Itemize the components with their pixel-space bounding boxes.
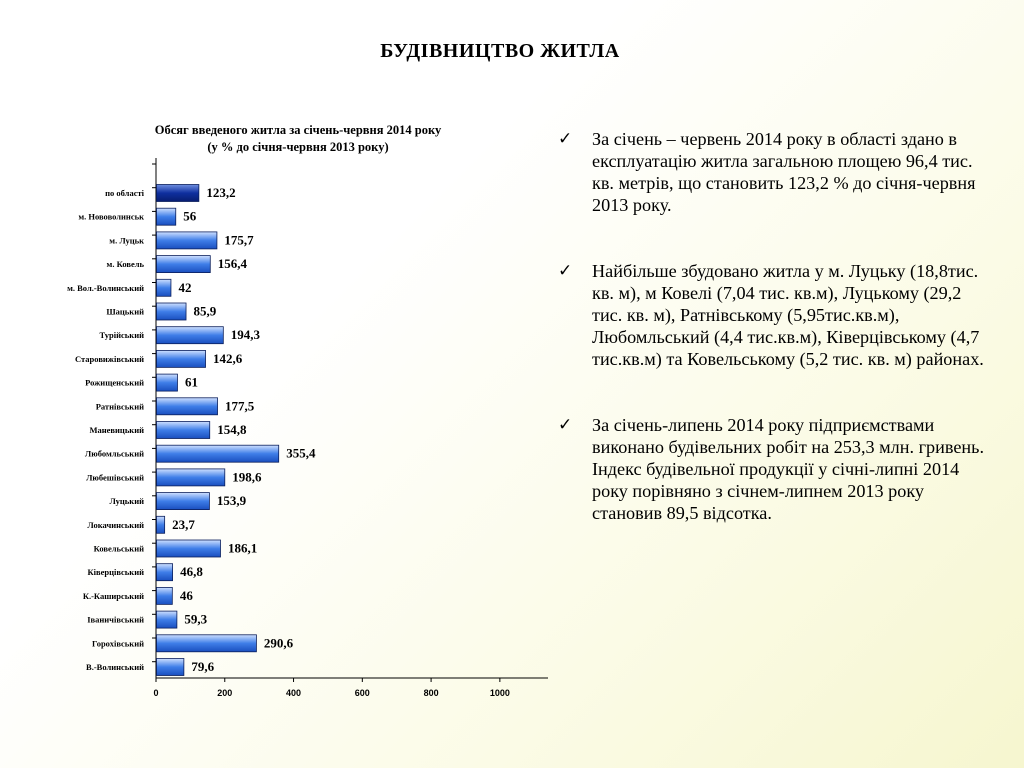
value-label: 194,3 bbox=[230, 327, 261, 343]
category-label: Рожищенський bbox=[85, 377, 144, 388]
category-label: Локачинський bbox=[87, 519, 144, 530]
bar bbox=[157, 185, 199, 202]
category-label: м. Нововолинськ bbox=[78, 211, 144, 222]
bullet-item bbox=[556, 414, 996, 524]
bar bbox=[157, 422, 210, 439]
value-label: 23,7 bbox=[172, 516, 195, 532]
x-tick-label: 200 bbox=[217, 688, 233, 698]
category-label: Любешівський bbox=[86, 472, 144, 483]
category-label: Любомльський bbox=[84, 448, 144, 459]
bullet-text: Найбільше збудовано житла у м. Луцьку (18,8тис. кв. м), м Ковелі (7,04 тис. кв.м), Луцькому (29,2 тис. кв. м), Ратнівському (5,95тис.кв.м), Любомльський (4,4 тис.кв.м), Ківерцівському (4,7 тис.кв.м) та Ковельському (5,2 тис. кв. м) районах. bbox=[592, 261, 984, 369]
chart-title: Обсяг введеного житла за січень-червня 2014 року bbox=[154, 123, 442, 137]
bar bbox=[157, 208, 176, 225]
value-label: 175,7 bbox=[224, 232, 254, 248]
category-label: Луцький bbox=[109, 496, 144, 507]
value-label: 42 bbox=[178, 279, 192, 295]
bar bbox=[157, 279, 171, 296]
value-label: 154,8 bbox=[217, 422, 247, 437]
bar bbox=[157, 398, 218, 415]
value-label: 156,4 bbox=[217, 256, 248, 272]
bar bbox=[157, 256, 211, 273]
bar bbox=[157, 564, 173, 581]
bullet-text: За січень-липень 2014 року підприємствами виконано будівельних робіт на 253,3 млн. гривень. Індекс будівельної продукції у січні-липні 2014 року порівняно з січнем-липнем 2013 року становив 89,5 відсотка. bbox=[592, 415, 984, 523]
category-label: Ратнівський bbox=[95, 401, 144, 412]
bar bbox=[157, 516, 165, 533]
x-tick-label: 0 bbox=[153, 688, 159, 698]
bar bbox=[157, 587, 173, 604]
bar bbox=[157, 659, 184, 676]
bar bbox=[157, 540, 221, 557]
category-label: Маневицький bbox=[89, 425, 144, 435]
value-label: 123,2 bbox=[206, 185, 236, 200]
value-label: 198,6 bbox=[232, 469, 262, 485]
category-label: м. Луцьк bbox=[109, 235, 144, 246]
checkmark-icon: ✓ bbox=[558, 261, 573, 281]
value-label: 355,4 bbox=[286, 445, 316, 461]
bar bbox=[157, 232, 217, 249]
category-label: Іваничівський bbox=[87, 614, 144, 625]
x-tick-label: 800 bbox=[423, 688, 439, 698]
category-label: Старовижівський bbox=[75, 353, 144, 364]
chart-subtitle: (у % до січня-червня 2013 року) bbox=[207, 140, 389, 154]
bar-chart bbox=[0, 150, 560, 710]
category-label: м. Ковель bbox=[106, 259, 144, 270]
value-label: 46,8 bbox=[180, 564, 203, 580]
bar bbox=[157, 635, 257, 652]
category-label: по області bbox=[105, 188, 144, 198]
value-label: 56 bbox=[183, 208, 197, 224]
value-label: 79,6 bbox=[191, 659, 215, 674]
x-tick-label: 1000 bbox=[489, 688, 510, 698]
bar bbox=[157, 469, 225, 486]
value-label: 177,5 bbox=[225, 398, 255, 414]
bullet-item bbox=[556, 128, 996, 216]
value-label: 46 bbox=[179, 587, 193, 603]
category-label: Ковельський bbox=[93, 543, 144, 554]
value-label: 186,1 bbox=[227, 540, 258, 556]
x-tick-label: 400 bbox=[286, 688, 302, 698]
bar bbox=[157, 611, 177, 628]
bar bbox=[157, 303, 187, 320]
bullet-item bbox=[556, 260, 996, 370]
bullet-text: За січень – червень 2014 року в області здано в експлуатацію житла загальною площею 96,4 тис. кв. метрів, що становить 123,2 % до січня-червня 2013 року. bbox=[592, 129, 976, 215]
category-label: м. Вол.-Волинський bbox=[67, 282, 144, 293]
value-label: 153,9 bbox=[216, 493, 247, 509]
bar bbox=[157, 350, 206, 367]
value-label: 61 bbox=[184, 374, 198, 390]
bar bbox=[157, 493, 210, 510]
x-tick-label: 600 bbox=[354, 688, 370, 698]
value-label: 290,6 bbox=[263, 635, 294, 651]
bar bbox=[157, 374, 178, 391]
checkmark-icon: ✓ bbox=[558, 415, 573, 435]
category-label: Горохівський bbox=[92, 638, 144, 649]
bar bbox=[157, 445, 279, 462]
value-label: 59,3 bbox=[184, 611, 208, 627]
category-label: К.-Каширський bbox=[82, 590, 144, 601]
category-label: Ківерцівський bbox=[87, 567, 144, 578]
slide-title: БУДІВНИЦТВО ЖИТЛА bbox=[380, 40, 620, 62]
category-label: Шацький bbox=[106, 306, 144, 317]
checkmark-icon: ✓ bbox=[558, 129, 573, 149]
value-label: 142,6 bbox=[213, 350, 243, 366]
bullet-list bbox=[556, 128, 996, 524]
category-label: В.-Волинський bbox=[86, 662, 144, 672]
bar bbox=[157, 327, 224, 344]
category-label: Турійський bbox=[99, 330, 144, 341]
value-label: 85,9 bbox=[193, 303, 217, 319]
